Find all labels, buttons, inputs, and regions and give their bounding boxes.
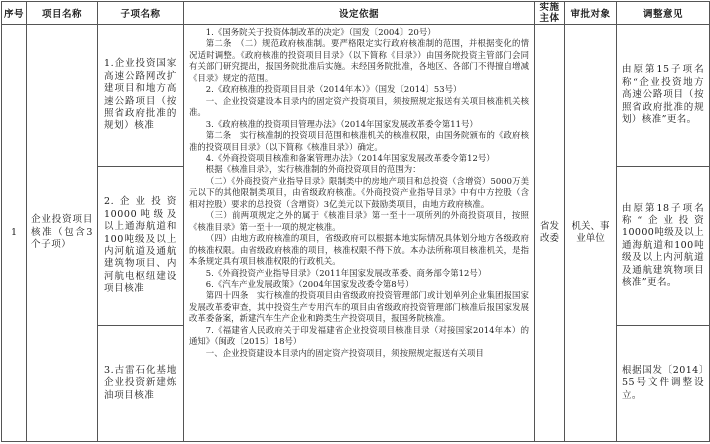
- basis-paragraph: 根据《核准目录》，实行核准制的外商投资项目的范围为：: [205, 164, 421, 175]
- basis-paragraph: 第二条 实行核准制的投资项目范围和核准机关的核准权限，由国务院颁布的《政府核准的投资项目目录》（以下简称《核准目录》）确定。: [189, 130, 529, 152]
- basis-paragraph: 一、企业投资建设本目录内的固定资产投资项目，须按照规定报送有关项目: [205, 347, 484, 358]
- basis-cell: [184, 25, 535, 442]
- header-item-name: 项目名称: [27, 2, 98, 25]
- subitem-name-cell: 2.企业投资10000吨级及以上通海航道和100吨级及以上内河航道及通航建筑物项目、内河航电枢纽建设项目核准: [98, 167, 184, 326]
- basis-paragraph: 1.《国务院关于投资体制改革的决定》（国发〔2004〕20号）: [205, 27, 436, 37]
- body-cell: 省发改委: [535, 25, 565, 442]
- basis-paragraph: 2.《政府核准的投资项目目录（2014年本）》（国发〔2014〕53号）: [205, 84, 462, 95]
- table-row: [2, 25, 710, 167]
- opinion-cell: 由原第18子项名称“企业投资10000吨级及以上通海航道和100吨级及以上内河航道及通航建筑物项目核准”更名。: [617, 167, 710, 326]
- basis-paragraph: 5.《外商投资产业指导目录》（2011年国家发展改革委、商务部令第12号）: [205, 267, 487, 278]
- header-seq: 序号: [2, 2, 27, 25]
- header-sub-name: 子项名称: [98, 2, 184, 25]
- basis-paragraph: 3.《政府核准的投资项目管理办法》（2014年国家发展改革委令第11号）: [205, 118, 478, 129]
- basis-paragraph: 第二条 （二）规范政府核准制。要严格限定实行政府核准制的范围，并根据变化的情况适时调整。《政府核准的投资项目目录》（以下简称《目录》）由国务院投资主管部门会同有关部门研究提出，报国务院批准后实施。未经国务院批准，各地区、各部门不得擅自增减《目录》规定的范围。: [189, 38, 529, 83]
- basis-paragraph: 第四十四条 实行核准的投资项目由省级政府投资管理部门或计划单列企业集团报国家发展改革委审查，其中投资生产专用汽车的项目由省级政府投资管理部门核准后报国家发展改革委备案，新建汽车生产企业和跨类生产投资项目，报国务院核准。: [189, 290, 529, 324]
- approval-items-table: [1, 1, 710, 442]
- basis-paragraph: （三）前两项规定之外的属于《核准目录》第一至十一项所列的外商投资项目，按照《核准目录》第一至十一项的规定核准。: [189, 210, 529, 232]
- basis-paragraph: （四）由地方政府核准的项目，省级政府可以根据本地实际情况具体划分地方各级政府的核准权限。由省级政府核准的项目，核准权限不得下放。本办法所称项目核准机关，是指本条规定具有项目核准权限的行政机关。: [189, 233, 529, 267]
- header-opinion: 调整意见: [617, 2, 710, 25]
- subitem-name-cell: 3.古雷石化基地企业投资新建炼油项目核准: [98, 326, 184, 442]
- basis-paragraph: （二）《外商投资产业指导目录》限制类中的房地产项目和总投资（含增资）5000万美元以下的其他限制类项目，由省级政府核准。《外商投资产业指导目录》中有中方控股（含相对控股）要求的总投资（含增资）3亿美元以下鼓励类项目，由地方政府核准。: [189, 175, 529, 209]
- header-basis: 设定依据: [184, 2, 535, 25]
- basis-paragraph: 7.《福建省人民政府关于印发福建省企业投资项目核准目录（对接国家2014年本）的通知》（闽政〔2015〕18号）: [189, 324, 529, 347]
- target-cell: 机关、事业单位: [565, 25, 617, 442]
- header-body: 实施主体: [535, 2, 565, 25]
- header-row: [2, 2, 710, 25]
- seq-cell: 1: [2, 25, 27, 442]
- header-target: 审批对象: [565, 2, 617, 25]
- basis-paragraph: 4.《外商投资项目核准和备案管理办法》（2014年国家发展改革委令第12号）: [205, 152, 495, 163]
- basis-paragraph: 6.《汽车产业发展政策》（2004年国家发改委令第8号）: [205, 278, 414, 289]
- subitem-name-cell: 1.企业投资国家高速公路网改扩建项目和地方高速公路项目（按照省政府批准的规划）核准: [98, 25, 184, 167]
- opinion-cell: 根据国发〔2014〕55号文件调整设立。: [617, 326, 710, 442]
- opinion-cell: 由原第15子项名称“企业投资地方高速公路项目（按照省政府批准的规划）核准”更名。: [617, 25, 710, 167]
- basis-paragraph: 一、企业投资建设本目录内的固定资产投资项目，须按照规定报送有关项目核准机关核准。: [189, 95, 529, 118]
- basis-text: [189, 27, 529, 359]
- item-name-cell: 企业投资项目核准（包含3个子项）: [27, 25, 98, 442]
